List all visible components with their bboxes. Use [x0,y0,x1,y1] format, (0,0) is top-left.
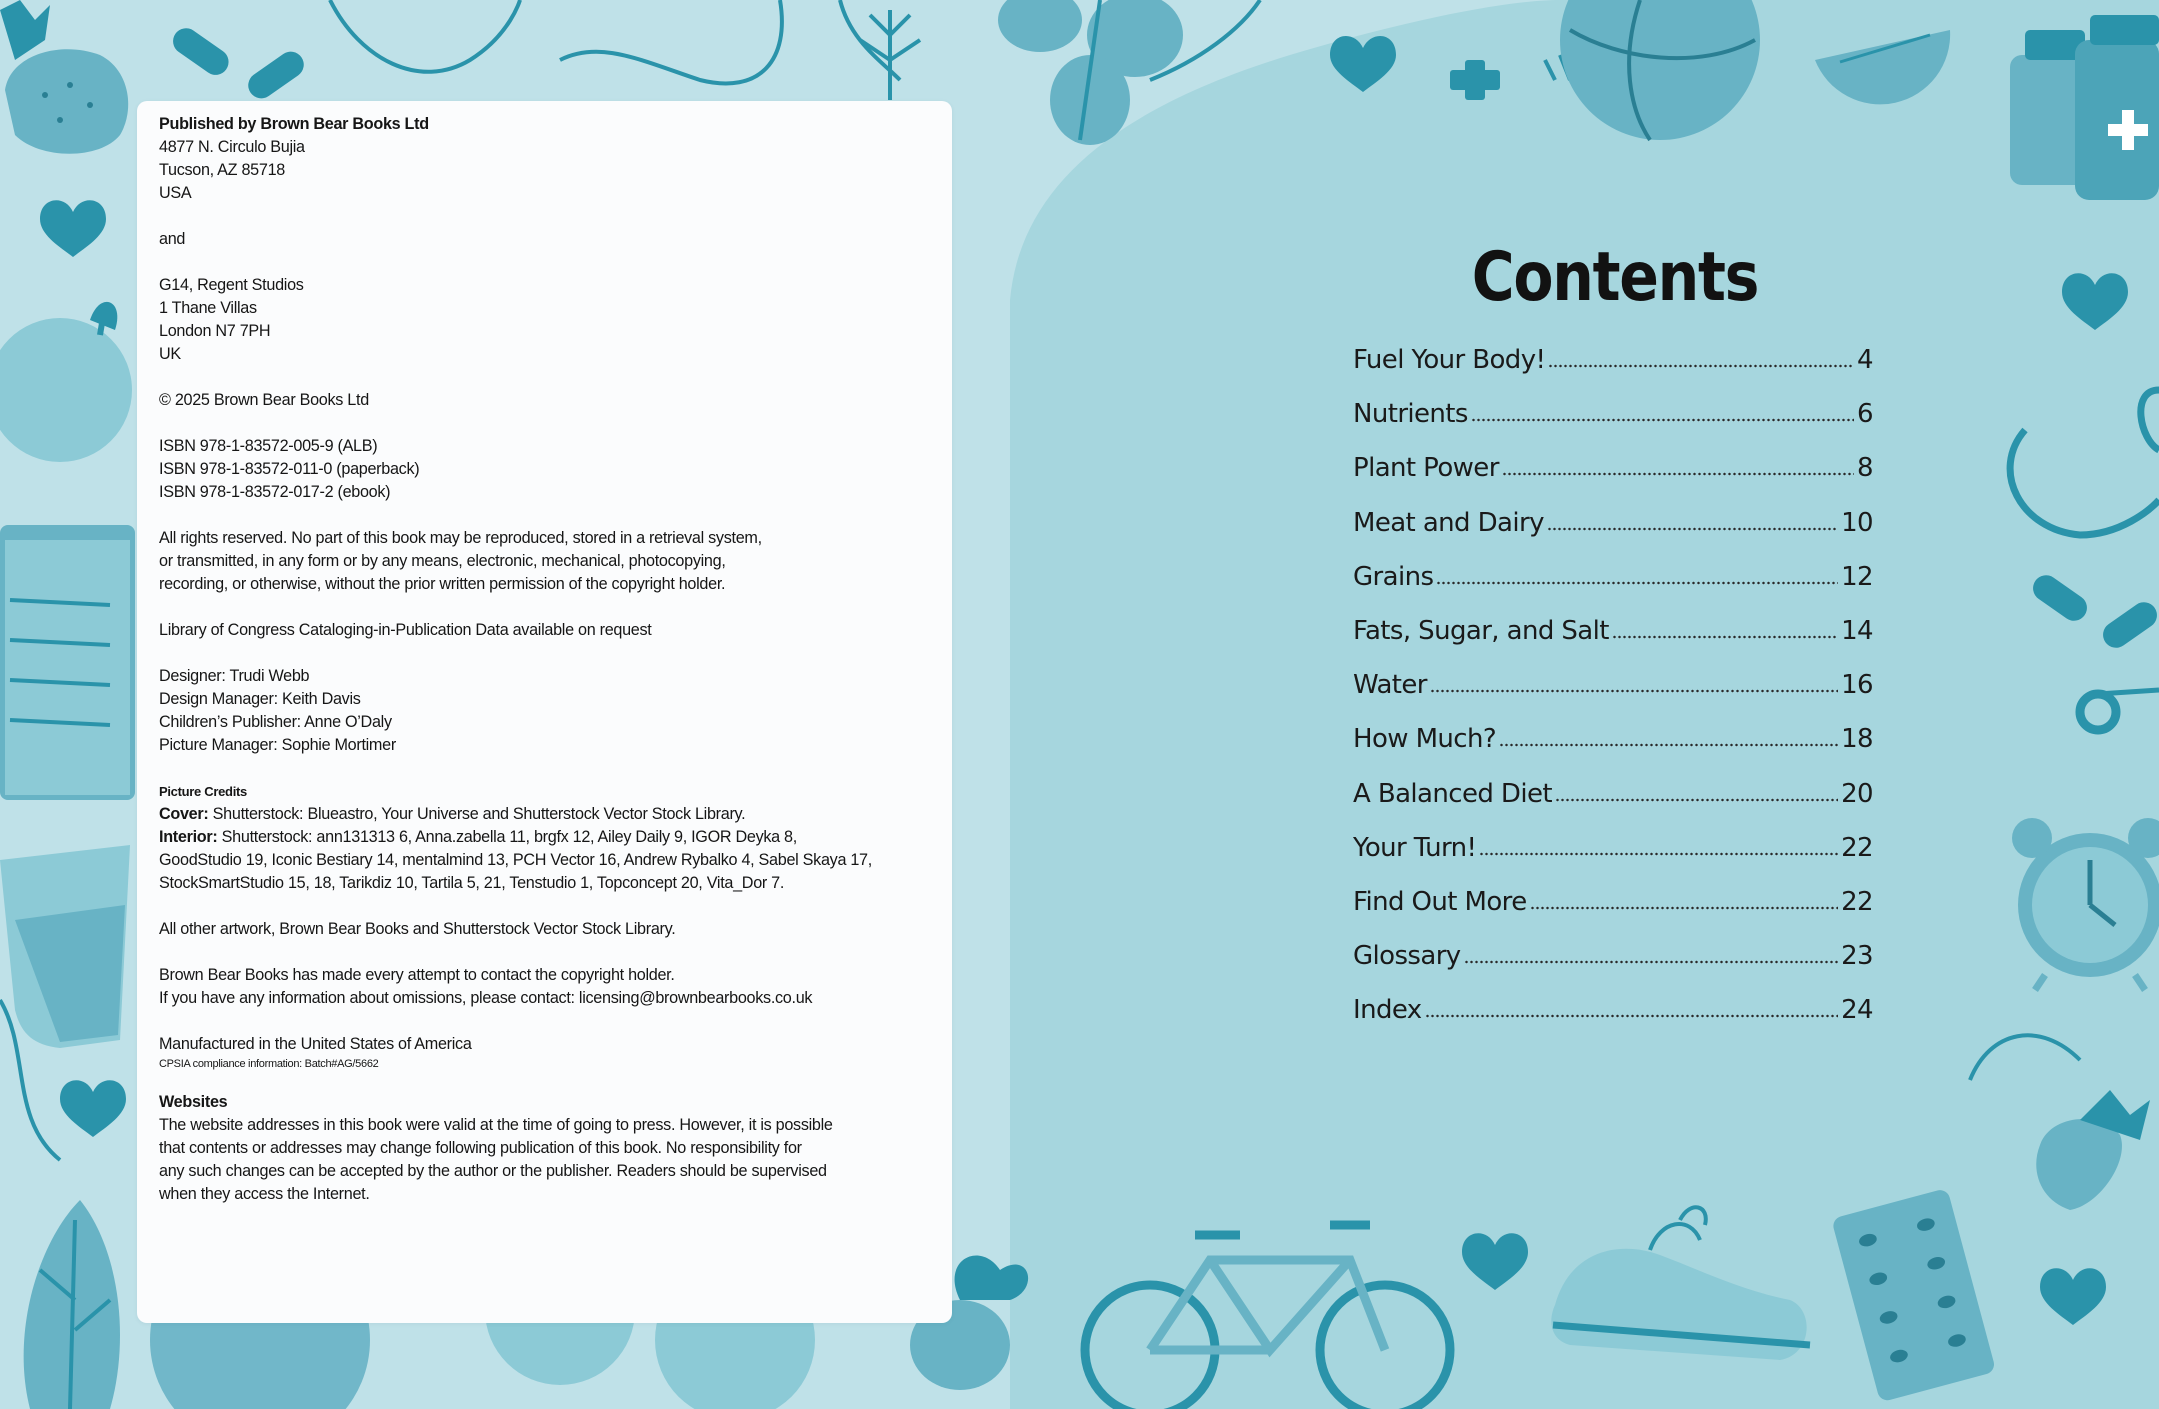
interior-credit-text: Shutterstock: ann131313 6, Anna.zabella 11, brgfx 12, Ailey Daily 9, IGOR Deyka 8, [217,828,797,846]
toc-entry-label: A Balanced Diet [1353,778,1552,809]
medicine-bottle-icon [2010,15,2159,200]
toc-entry-label: Nutrients [1353,399,1468,430]
us-address-line: 4877 N. Circulo Bujia [159,138,305,156]
imprint-text [159,113,939,1206]
rights-line: All rights reserved. No part of this book may be reproduced, stored in a retrieval system, [159,529,762,547]
toc-entry-page: 18 [1841,724,1873,755]
toc-leader-dots [1499,723,1838,747]
isbn-line: ISBN 978-1-83572-011-0 (paperback) [159,460,420,478]
toc-entry-label: Grains [1353,561,1434,592]
toc-leader-dots [1555,778,1838,802]
toc-leader-dots [1430,669,1838,693]
pill-icon [168,23,234,80]
rights-line: or transmitted, in any form or by any means, electronic, mechanical, photocopying, [159,552,726,570]
toc-entry[interactable] [1353,994,1873,1048]
websites-line: when they access the Internet. [159,1185,370,1203]
credit-line: Design Manager: Keith Davis [159,690,361,708]
copyright-line: © 2025 Brown Bear Books Ltd [159,391,369,409]
manufactured-line: Manufactured in the United States of America [159,1035,472,1053]
toc-entry-page: 12 [1841,561,1873,592]
table-of-contents [1353,344,1873,1048]
isbn-line: ISBN 978-1-83572-017-2 (ebook) [159,483,391,501]
toc-entry-page: 4 [1857,345,1873,375]
toc-entry-page: 6 [1857,399,1873,430]
toc-entry-label: Fats, Sugar, and Salt [1353,615,1609,646]
credit-line: Children’s Publisher: Anne O’Daly [159,713,392,731]
heart-icon [60,1080,126,1137]
toc-entry-label: Index [1353,995,1422,1026]
websites-line: any such changes can be accepted by the author or the publisher. Readers should be supervised [159,1162,827,1180]
heart-icon [40,200,106,257]
us-address-line: USA [159,184,192,202]
and-line: and [159,230,186,248]
toc-entry[interactable] [1353,723,1873,777]
toc-leader-dots [1548,344,1854,368]
toc-entry-page: 22 [1841,886,1873,917]
uk-address-line: G14, Regent Studios [159,276,304,294]
toc-leader-dots [1464,940,1839,964]
toc-entry[interactable] [1353,832,1873,886]
interior-credit-line: StockSmartStudio 15, 18, Tarikdiz 10, Tartila 5, 21, Tenstudio 1, Topconcept 20, Vita_Dor 7. [159,874,785,892]
leaf-icon [24,1200,120,1409]
contact-line: Brown Bear Books has made every attempt to contact the copyright holder. [159,966,675,984]
toc-entry-page: 23 [1841,941,1873,972]
toc-entry-label: Glossary [1353,941,1461,972]
toc-entry-label: Your Turn! [1353,832,1477,863]
websites-line: The website addresses in this book were valid at the time of going to press. However, it is possible [159,1116,833,1134]
websites-heading: Websites [159,1093,228,1111]
credit-line: Designer: Trudi Webb [159,667,310,685]
us-address-line: Tucson, AZ 85718 [159,161,285,179]
contents-title: Contents [1471,238,1759,317]
toc-leader-dots [1530,886,1839,910]
pill-icon [243,47,309,104]
toc-leader-dots [1612,615,1838,639]
toc-entry[interactable] [1353,507,1873,561]
other-artwork-line: All other artwork, Brown Bear Books and Shutterstock Vector Stock Library. [159,920,676,938]
cip-line: Library of Congress Cataloging-in-Publication Data available on request [159,621,652,639]
toc-leader-dots [1436,561,1838,585]
toc-entry-page: 20 [1841,778,1873,809]
uk-address-line: UK [159,345,181,363]
toc-leader-dots [1425,994,1839,1018]
toc-entry-page: 24 [1841,995,1873,1026]
toc-leader-dots [1502,452,1854,476]
apple-icon [0,302,132,462]
toc-entry-label: Plant Power [1353,453,1499,484]
toc-entry-label: Meat and Dairy [1353,507,1544,538]
toc-entry-label: Find Out More [1353,886,1527,917]
toc-entry-label: Water [1353,670,1427,701]
toc-entry-label: Fuel Your Body! [1353,345,1546,375]
toc-leader-dots [1547,507,1838,531]
toc-leader-dots [1479,832,1838,856]
toc-entry[interactable] [1353,615,1873,669]
credit-line: Picture Manager: Sophie Mortimer [159,736,396,754]
picture-credits-heading: Picture Credits [159,784,247,799]
uk-address-line: 1 Thane Villas [159,299,257,317]
toc-entry[interactable] [1353,344,1873,398]
cover-credit-text: Shutterstock: Blueastro, Your Universe and Shutterstock Vector Stock Library. [208,805,746,823]
interior-label: Interior: [159,828,218,846]
cover-label: Cover: [159,805,209,823]
toc-entry[interactable] [1353,886,1873,940]
herb-icon [860,10,920,100]
websites-line: that contents or addresses may change following publication of this book. No responsibility for [159,1139,802,1157]
interior-credit-line [159,826,939,849]
water-glass-icon [0,845,130,1048]
isbn-line: ISBN 978-1-83572-005-9 (ALB) [159,437,378,455]
toc-entry-page: 22 [1841,832,1873,863]
interior-credit-line: GoodStudio 19, Iconic Bestiary 14, mentalmind 13, PCH Vector 16, Andrew Rybalko 4, Sabel Skaya 17, [159,851,872,869]
uk-address-line: London N7 7PH [159,322,271,340]
toc-leader-dots [1471,398,1854,422]
contact-line: If you have any information about omissions, please contact: licensing@brownbearbooks.co.uk [159,989,813,1007]
clipboard-icon [0,525,135,800]
toc-entry[interactable] [1353,940,1873,994]
toc-entry-page: 16 [1841,670,1873,701]
toc-entry-label: How Much? [1353,724,1497,755]
toc-entry[interactable] [1353,561,1873,615]
publisher-line: Published by Brown Bear Books Ltd [159,115,429,133]
cover-credit-line [159,803,939,826]
toc-entry-page: 8 [1857,453,1873,484]
toc-entry-page: 14 [1841,615,1873,646]
rights-line: recording, or otherwise, without the prior written permission of the copyright holder. [159,575,726,593]
toc-entry[interactable] [1353,669,1873,723]
toc-entry-page: 10 [1841,507,1873,538]
toc-entry[interactable] [1353,398,1873,452]
toc-entry[interactable] [1353,778,1873,832]
strawberry-icon [0,0,128,154]
cpsia-line: CPSIA compliance information: Batch#AG/5662 [159,1058,379,1070]
toc-entry[interactable] [1353,452,1873,506]
